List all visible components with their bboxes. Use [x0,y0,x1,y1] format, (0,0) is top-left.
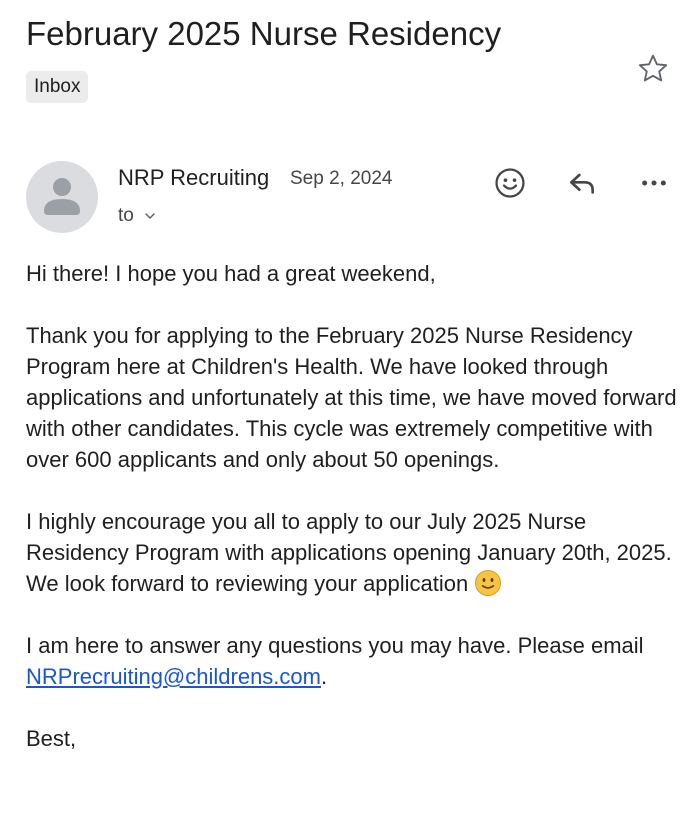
sender-name[interactable]: NRP Recruiting [118,165,270,190]
contact-text: I am here to answer any questions you may have. Please email [26,633,644,658]
email-subject: February 2025 Nurse Residency [26,15,502,52]
reply-icon [566,167,598,199]
greeting-line: Hi there! I hope you had a great weekend, [26,261,436,286]
contact-email-link[interactable]: NRPrecruiting@childrens.com [26,664,321,689]
reply-button[interactable] [562,163,602,203]
add-reaction-icon [493,166,527,200]
sender-avatar[interactable] [26,161,98,233]
contact-period: . [320,664,328,689]
body-paragraph-rejection: Thank you for applying to the February 2025 Nurse Residency Program here at Children's Health. We have looked through applications and unfortunately at this time, we have moved forward with other candidates. This cycle was extremely competitive with over 600 applicants and only about 50 openings. [26,323,677,472]
add-reaction-button[interactable] [490,163,530,203]
body-paragraph-encouragement [26,506,686,599]
more-options-button[interactable] [634,163,674,203]
star-icon[interactable] [636,52,670,86]
encouragement-text: I highly encourage you all to apply to our July 2025 Nurse Residency Program with applications opening January 20th, 2025. We look forward to reviewing your application [26,509,672,596]
sign-off: Best, [26,726,77,751]
body-paragraph-contact [26,630,686,692]
person-icon [26,161,98,233]
inbox-label-chip[interactable]: Inbox [26,71,88,103]
more-icon [638,167,670,199]
email-date: Sep 2, 2024 [290,168,393,189]
recipient-details-toggle[interactable] [118,204,156,228]
recipient-label: to [118,205,134,226]
slightly-smiling-face-emoji [474,569,502,597]
email-body [26,258,686,785]
chevron-down-icon [144,210,156,222]
